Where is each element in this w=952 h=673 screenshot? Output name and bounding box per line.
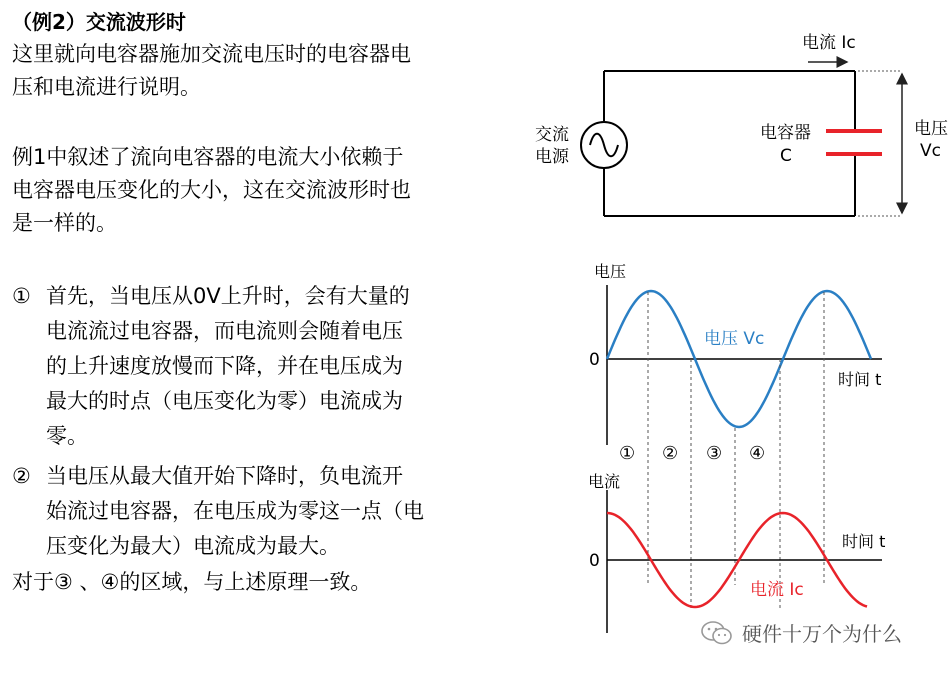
capacitor-icon — [826, 131, 882, 154]
region-label-1: ① — [619, 443, 636, 464]
capacitor-label: 电容器 — [760, 123, 811, 143]
list-line: 的上升速度放慢而下降，并在电压成为 — [46, 354, 403, 378]
region-label-3: ③ — [706, 443, 723, 464]
current-x-label: 时间 t — [842, 532, 886, 551]
list-line: 始流过电容器，在电压成为零这一点（电 — [46, 499, 424, 523]
list-line: 最大的时点（电压变化为零）电流成为 — [46, 389, 403, 413]
voltage-series-label: 电压 Vc — [704, 329, 765, 349]
explanation-line: 例1中叙述了流向电容器的电流大小依赖于 — [12, 145, 404, 169]
intro-line: 压和电流进行说明。 — [12, 75, 201, 99]
current-y-label: 电流 — [588, 472, 621, 491]
region-label-4: ④ — [749, 443, 766, 464]
voltage-y-label: 电压 — [594, 262, 627, 281]
watermark — [700, 618, 902, 647]
source-label: 电源 — [535, 147, 569, 167]
ac-source-icon — [581, 122, 627, 168]
list-line: 电流流过电容器，而电流则会随着电压 — [46, 319, 403, 343]
wechat-icon — [700, 619, 734, 647]
current-series-label: 电流 Ic — [750, 580, 804, 600]
page-title: （例2）交流波形时 — [12, 10, 186, 34]
footer-note: 对于③ 、④的区域，与上述原理一致。 — [12, 570, 372, 594]
list-line: 零。 — [46, 424, 88, 448]
list-line: 首先，当电压从0V上升时，会有大量的 — [46, 284, 410, 308]
current-label: 电流 Ic — [802, 33, 856, 53]
source-label: 交流 — [535, 125, 569, 145]
current-zero-label: 0 — [589, 551, 600, 571]
voltage-label: Vc — [920, 141, 941, 161]
capacitor-label: C — [780, 146, 792, 166]
current-graph — [588, 472, 885, 633]
intro-line: 这里就向电容器施加交流电压时的电容器电 — [12, 42, 411, 66]
voltage-zero-label: 0 — [589, 350, 600, 370]
watermark-text: 硬件十万个为什么 — [742, 622, 902, 646]
list-line: 当电压从最大值开始下降时，负电流开 — [46, 464, 403, 488]
list-number: ② — [12, 464, 31, 488]
circuit-diagram — [535, 33, 948, 216]
voltage-label: 电压 — [914, 119, 948, 139]
list-number: ① — [12, 284, 31, 308]
voltage-x-label: 时间 t — [838, 370, 882, 389]
list-line: 压变化为最大）电流成为最大。 — [46, 534, 340, 558]
region-label-2: ② — [662, 443, 679, 464]
explanation-line: 电容器电压变化的大小，这在交流波形时也 — [12, 178, 411, 202]
explanation-line: 是一样的。 — [12, 211, 117, 235]
voltage-graph — [589, 262, 882, 445]
